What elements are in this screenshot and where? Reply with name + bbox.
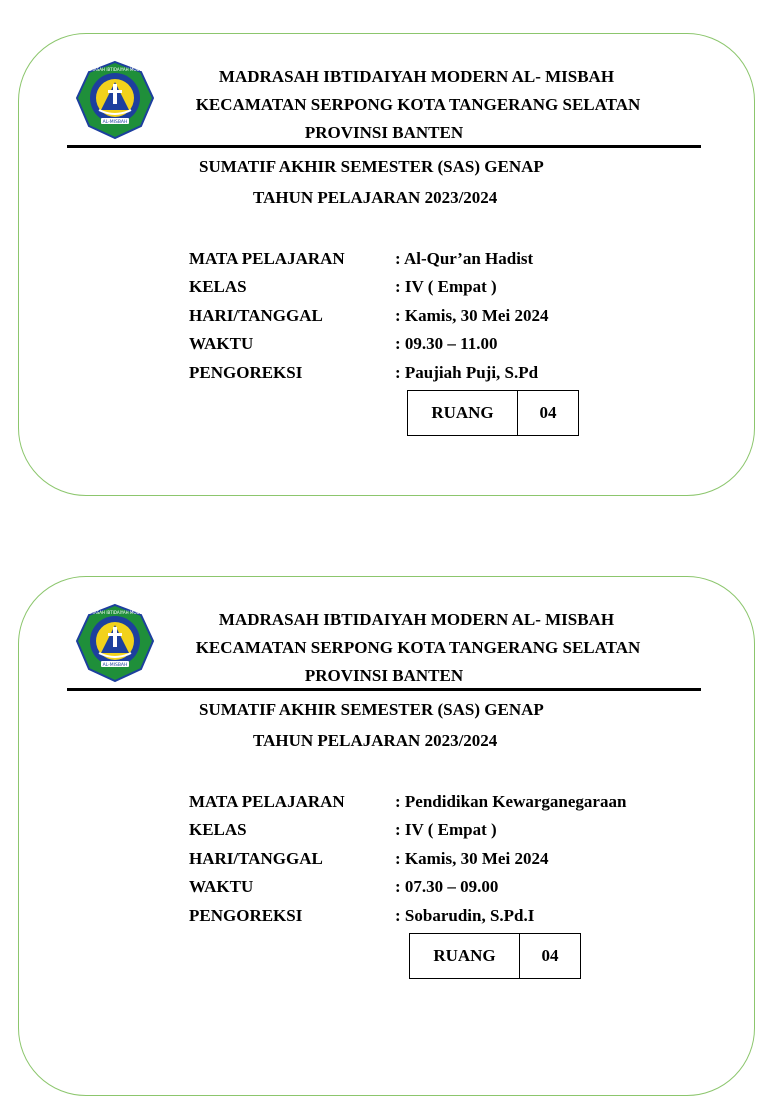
school-name: MADRASAH IBTIDAIYAH MODERN AL- MISBAH [218, 610, 615, 629]
info-list [189, 788, 709, 930]
info-value: : Pendidikan Kewarganegaraan [395, 792, 627, 811]
info-row-subject [189, 245, 709, 273]
info-row-date [189, 845, 709, 873]
info-label: WAKTU [189, 877, 254, 897]
logo-text-top: MADRASAH IBTIDAIYAH MODERN [82, 610, 148, 615]
info-row-time [189, 873, 709, 901]
info-row-class [189, 273, 709, 301]
school-name: MADRASAH IBTIDAIYAH MODERN AL- MISBAH [218, 67, 615, 86]
info-value: : 07.30 – 09.00 [395, 877, 499, 897]
info-label: WAKTU [189, 334, 254, 354]
info-value: : Kamis, 30 Mei 2024 [395, 305, 549, 325]
academic-year: TAHUN PELAJARAN 2023/2024 [253, 731, 498, 750]
info-value: : Al-Qur’an Hadist [395, 249, 534, 268]
exam-label-card-1 [18, 33, 755, 496]
exam-label-card-2 [18, 576, 755, 1096]
room-label: RUANG [408, 391, 518, 435]
info-row-class [189, 816, 709, 844]
info-row-corrector [189, 359, 709, 387]
info-label: HARI/TANGGAL [189, 305, 323, 325]
info-row-corrector [189, 902, 709, 930]
header-divider [67, 145, 701, 148]
room-label: RUANG [410, 934, 520, 978]
info-value: : Sobarudin, S.Pd.I [395, 905, 535, 925]
info-label: HARI/TANGGAL [189, 848, 323, 868]
info-label: MATA PELAJARAN [189, 792, 345, 811]
info-value: : IV ( Empat ) [395, 277, 497, 297]
info-list [189, 245, 709, 387]
school-district: KECAMATAN SERPONG KOTA TANGERANG SELATAN [195, 638, 641, 657]
info-value: : IV ( Empat ) [395, 820, 497, 840]
header-divider [67, 688, 701, 691]
room-box [407, 390, 579, 436]
info-value: : Paujiah Puji, S.Pd [395, 362, 539, 382]
info-value: : 09.30 – 11.00 [395, 334, 498, 354]
school-province: PROVINSI BANTEN [304, 666, 464, 685]
room-number: 04 [539, 403, 557, 422]
info-row-time [189, 330, 709, 358]
room-box [409, 933, 581, 979]
logo-text: AL-MISBAH [102, 120, 128, 125]
info-row-subject [189, 788, 709, 816]
academic-year: TAHUN PELAJARAN 2023/2024 [253, 188, 498, 207]
info-value: : Kamis, 30 Mei 2024 [395, 848, 549, 868]
info-label: MATA PELAJARAN [189, 249, 345, 268]
info-label: PENGOREKSI [189, 362, 303, 382]
info-label: PENGOREKSI [189, 905, 303, 925]
info-label: KELAS [189, 820, 247, 840]
logo-text-top: MADRASAH IBTIDAIYAH MODERN [82, 67, 148, 72]
info-label: KELAS [189, 277, 247, 297]
exam-title: SUMATIF AKHIR SEMESTER (SAS) GENAP [199, 157, 544, 176]
exam-title: SUMATIF AKHIR SEMESTER (SAS) GENAP [199, 700, 544, 719]
room-number: 04 [541, 946, 559, 965]
school-district: KECAMATAN SERPONG KOTA TANGERANG SELATAN [195, 95, 641, 114]
logo-text: AL-MISBAH [102, 663, 128, 668]
info-row-date [189, 302, 709, 330]
school-province: PROVINSI BANTEN [304, 123, 464, 142]
